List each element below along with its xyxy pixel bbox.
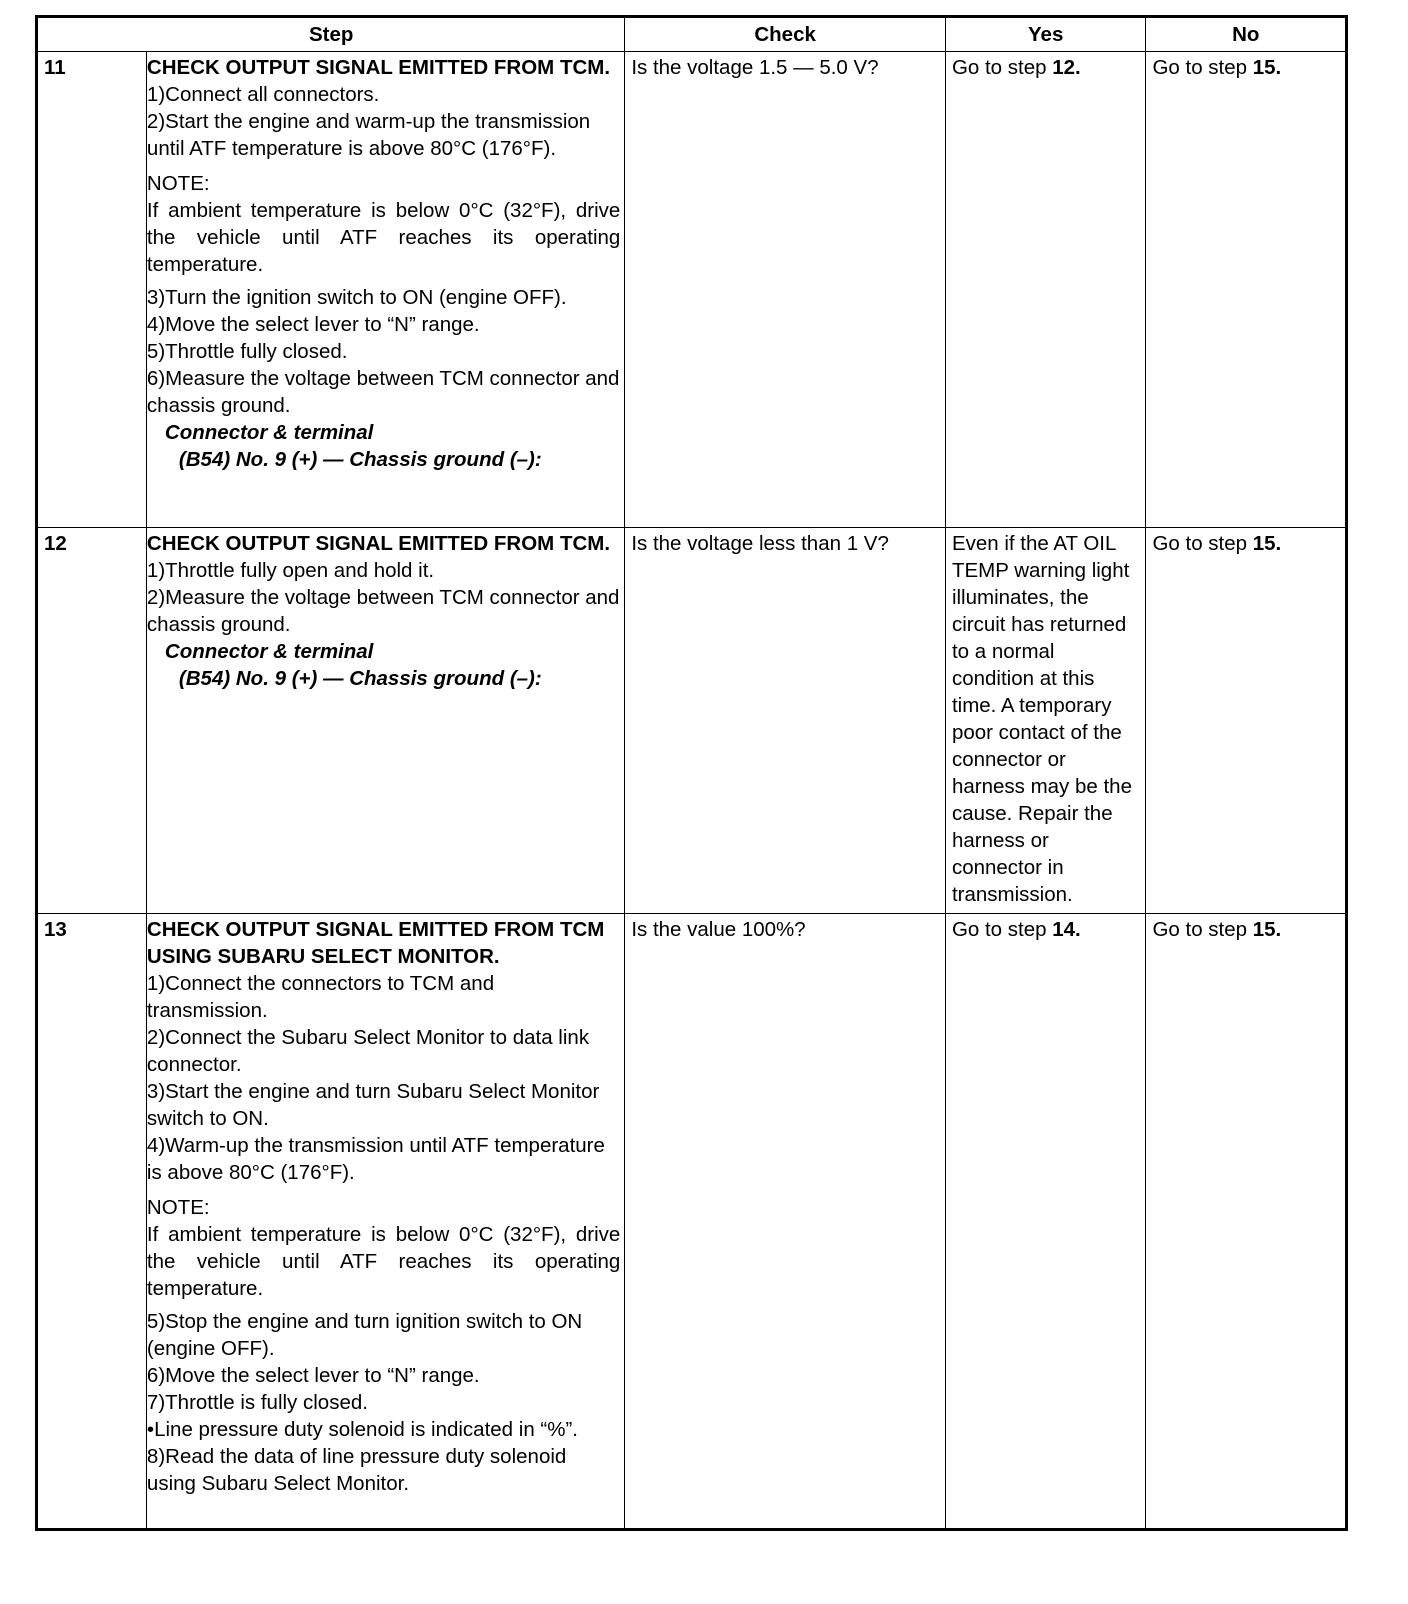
instruction: 4)Move the select lever to “N” range. bbox=[146, 313, 480, 336]
no-result bbox=[1146, 52, 1347, 528]
instruction: 1)Connect all connectors. bbox=[146, 83, 380, 106]
step-title: CHECK OUTPUT SIGNAL EMITTED FROM TCM USING SUBARU SELECT MONITOR. bbox=[146, 918, 605, 968]
connector-spec: (B54) No. 9 (+) — Chassis ground (–): bbox=[178, 448, 542, 471]
step-title: CHECK OUTPUT SIGNAL EMITTED FROM TCM. bbox=[146, 56, 611, 79]
instruction: 7)Throttle is fully closed. bbox=[146, 1391, 368, 1414]
instruction: 2)Start the engine and warm-up the transmission until ATF temperature is above 80°C (176°F). bbox=[146, 110, 591, 160]
no-text: Go to step bbox=[1152, 532, 1253, 555]
instruction: 1)Throttle fully open and hold it. bbox=[146, 559, 435, 582]
note-label: NOTE: bbox=[146, 1196, 210, 1219]
instruction: •Line pressure duty solenoid is indicated in “%”. bbox=[146, 1418, 578, 1441]
no-step-ref: 15. bbox=[1252, 56, 1282, 79]
instruction: 5)Stop the engine and turn ignition switch to ON (engine OFF). bbox=[146, 1310, 583, 1360]
instruction: 8)Read the data of line pressure duty solenoid using Subaru Select Monitor. bbox=[146, 1445, 567, 1495]
step-instructions bbox=[146, 528, 624, 914]
instruction: 5)Throttle fully closed. bbox=[146, 340, 348, 363]
yes-step-ref: 14. bbox=[1052, 918, 1081, 941]
yes-result bbox=[945, 52, 1146, 528]
header-step: Step bbox=[37, 17, 625, 52]
step-number: 13 bbox=[37, 914, 147, 1530]
step-title: CHECK OUTPUT SIGNAL EMITTED FROM TCM. bbox=[146, 532, 611, 555]
check-question: Is the value 100%? bbox=[625, 914, 946, 1530]
instruction: 6)Measure the voltage between TCM connector and chassis ground. bbox=[146, 367, 620, 417]
troubleshooting-table bbox=[35, 15, 1348, 1531]
no-result bbox=[1146, 528, 1347, 914]
step-number: 11 bbox=[37, 52, 147, 528]
step-number: 12 bbox=[37, 528, 147, 914]
no-step-ref: 15. bbox=[1252, 918, 1282, 941]
step-instructions bbox=[146, 914, 624, 1530]
header-yes: Yes bbox=[945, 17, 1146, 52]
no-step-ref: 15. bbox=[1252, 532, 1282, 555]
yes-step-ref: 12. bbox=[1052, 56, 1081, 79]
instruction: 2)Connect the Subaru Select Monitor to data link connector. bbox=[146, 1026, 590, 1076]
yes-text: Go to step bbox=[951, 918, 1053, 941]
check-question: Is the voltage 1.5 — 5.0 V? bbox=[625, 52, 946, 528]
no-result bbox=[1146, 914, 1347, 1530]
connector-label: Connector & terminal bbox=[164, 640, 374, 663]
instruction: 1)Connect the connectors to TCM and transmission. bbox=[146, 972, 495, 1022]
table-row-step-11 bbox=[37, 52, 1347, 528]
note-text: If ambient temperature is below 0°C (32°F), drive the vehicle until ATF reaches its operating temperature. bbox=[146, 199, 621, 276]
table-row-step-13 bbox=[37, 914, 1347, 1530]
no-text: Go to step bbox=[1152, 918, 1253, 941]
yes-text: Even if the AT OIL TEMP warning light illuminates, the circuit has returned to a normal condition at this time. A temporary poor contact of the connector or harness may be the cause. Repair the harness or connector in transmission. bbox=[951, 532, 1132, 906]
note-label: NOTE: bbox=[146, 172, 210, 195]
instruction: 4)Warm-up the transmission until ATF temperature is above 80°C (176°F). bbox=[146, 1134, 605, 1184]
table-row-step-12 bbox=[37, 528, 1347, 914]
yes-result bbox=[945, 528, 1146, 914]
step-instructions bbox=[146, 52, 624, 528]
connector-spec: (B54) No. 9 (+) — Chassis ground (–): bbox=[178, 667, 542, 690]
instruction: 3)Turn the ignition switch to ON (engine OFF). bbox=[146, 286, 567, 309]
instruction: 2)Measure the voltage between TCM connector and chassis ground. bbox=[146, 586, 620, 636]
check-question: Is the voltage less than 1 V? bbox=[625, 528, 946, 914]
header-row bbox=[37, 17, 1347, 52]
yes-text: Go to step bbox=[951, 56, 1053, 79]
note-text: If ambient temperature is below 0°C (32°F), drive the vehicle until ATF reaches its operating temperature. bbox=[146, 1223, 621, 1300]
header-no: No bbox=[1146, 17, 1347, 52]
instruction: 6)Move the select lever to “N” range. bbox=[146, 1364, 480, 1387]
header-check: Check bbox=[625, 17, 946, 52]
yes-result bbox=[945, 914, 1146, 1530]
connector-label: Connector & terminal bbox=[164, 421, 374, 444]
no-text: Go to step bbox=[1152, 56, 1253, 79]
instruction: 3)Start the engine and turn Subaru Select Monitor switch to ON. bbox=[146, 1080, 600, 1130]
